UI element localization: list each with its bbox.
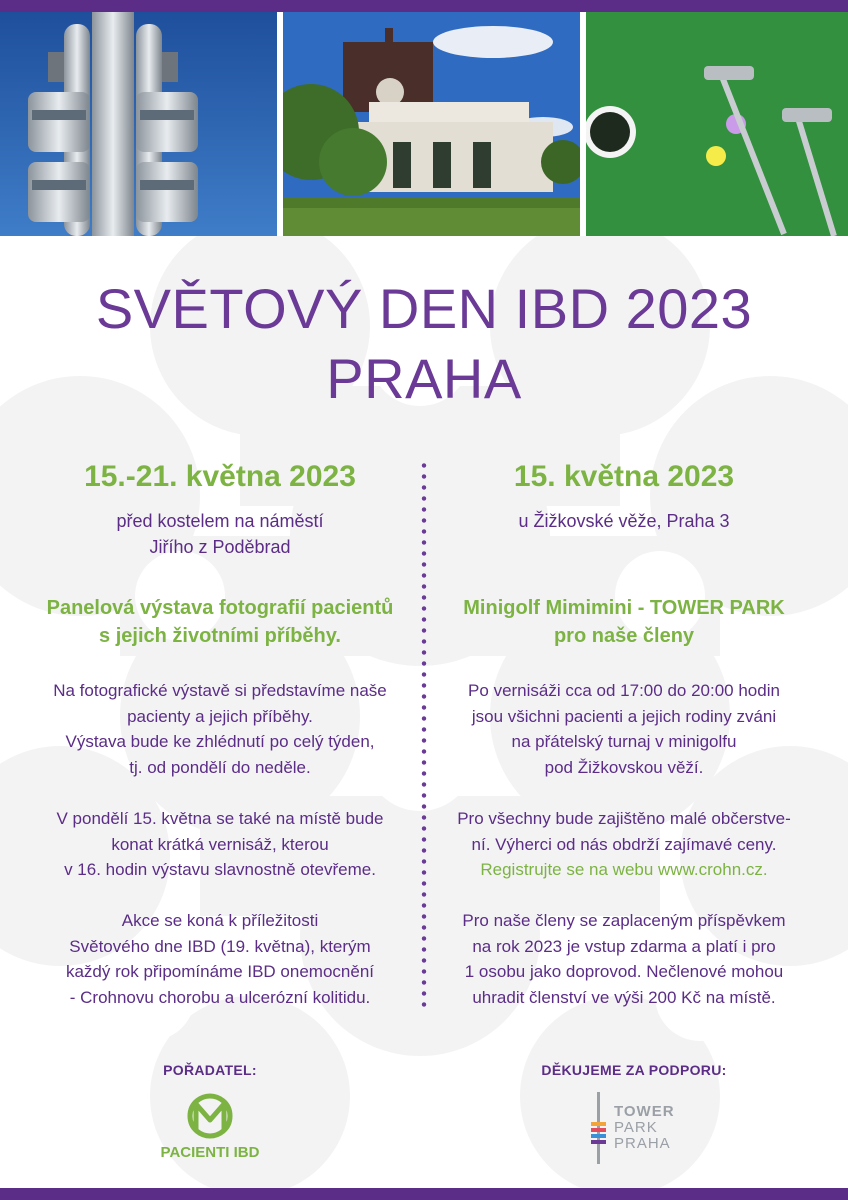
text-line: Výstava bude ke zhlédnutí po celý týden, bbox=[65, 732, 375, 751]
exhibition-paragraph-3 bbox=[20, 908, 420, 1010]
headline-line: Minigolf Mimimini - TOWER PARK bbox=[463, 597, 785, 619]
organizer-name: PACIENTI IBD bbox=[160, 1144, 260, 1161]
place-line: Jiřího z Poděbrad bbox=[149, 537, 291, 557]
text-line: každý rok připomínáme IBD onemocnění bbox=[65, 962, 375, 981]
bottom-bar bbox=[0, 1188, 848, 1200]
text-line: tj. od pondělí do neděle. bbox=[129, 757, 311, 777]
text-line: pacienty a jejich příběhy. bbox=[127, 706, 313, 726]
headline-line: s jejich životními příběhy. bbox=[99, 625, 341, 647]
text-line: Na fotografické výstavě si představíme naše bbox=[53, 681, 387, 700]
right-column bbox=[424, 0, 824, 1188]
text-line: v 16. hodin výstavu slavnostně otevřeme. bbox=[64, 860, 376, 879]
exhibition-paragraph-1 bbox=[20, 678, 420, 780]
minigolf-place: u Žižkovské věže, Praha 3 bbox=[518, 511, 730, 531]
text-line: Pro všechny bude zajištěno malé občerstve- bbox=[457, 809, 791, 828]
text-line: V pondělí 15. května se také na místě bude bbox=[56, 809, 384, 828]
text-line: ní. Výherci od nás obdrží zajímavé ceny. bbox=[471, 834, 777, 854]
text-line: pod Žižkovskou věží. bbox=[544, 757, 704, 777]
sponsor-line: TOWER bbox=[614, 1103, 675, 1120]
tower-park-logo-icon bbox=[588, 1092, 610, 1164]
text-line: konat krátká vernisáž, kterou bbox=[111, 834, 329, 854]
text-line: 1 osobu jako doprovod. Nečlenové mohou bbox=[464, 962, 784, 981]
text-line: Po vernisáži cca od 17:00 do 20:00 hodin bbox=[468, 681, 780, 700]
minigolf-date: 15. května 2023 bbox=[513, 460, 735, 493]
text-line: na rok 2023 je vstup zdarma a platí i pro bbox=[472, 936, 776, 956]
exhibition-date: 15.-21. května 2023 bbox=[84, 460, 356, 493]
headline-line: pro naše členy bbox=[553, 625, 695, 647]
text-line: jsou všichni pacienti a jejich rodiny zváni bbox=[471, 706, 777, 726]
main-title-line2: PRAHA bbox=[326, 347, 522, 410]
minigolf-paragraph-1 bbox=[424, 678, 824, 780]
sponsor-label: DĚKUJEME ZA PODPORU: bbox=[541, 1062, 727, 1078]
pacienti-ibd-logo-icon bbox=[184, 1090, 236, 1142]
text-line: Akce se koná k příležitosti bbox=[121, 911, 319, 930]
text-line: Světového dne IBD (19. května), kterým bbox=[69, 936, 371, 956]
sponsor-line: PARK bbox=[614, 1119, 658, 1136]
organizer-label: POŘADATEL: bbox=[163, 1062, 257, 1078]
minigolf-paragraph-3 bbox=[424, 908, 824, 1010]
exhibition-place bbox=[20, 508, 420, 560]
main-title-line1: SVĚTOVÝ DEN IBD 2023 bbox=[95, 277, 753, 340]
sponsor-line: PRAHA bbox=[614, 1135, 671, 1152]
minigolf-paragraph-2 bbox=[424, 806, 824, 883]
left-column bbox=[20, 0, 420, 1188]
text-line: Pro naše členy se zaplaceným příspěvkem bbox=[462, 911, 786, 930]
text-line: - Crohnovu chorobu a ulcerózní kolitidu. bbox=[69, 987, 371, 1007]
headline-line: Panelová výstava fotografií pacientů bbox=[46, 597, 394, 619]
sponsor-name bbox=[614, 1104, 675, 1152]
place-line: před kostelem na náměstí bbox=[116, 511, 324, 531]
registration-link[interactable]: Registrujte se na webu www.crohn.cz. bbox=[480, 860, 768, 879]
exhibition-paragraph-2 bbox=[20, 806, 420, 883]
minigolf-headline bbox=[424, 594, 824, 650]
text-line: uhradit členství ve výši 200 Kč na místě. bbox=[472, 987, 776, 1007]
exhibition-headline bbox=[20, 594, 420, 650]
text-line: na přátelský turnaj v minigolfu bbox=[511, 732, 737, 751]
